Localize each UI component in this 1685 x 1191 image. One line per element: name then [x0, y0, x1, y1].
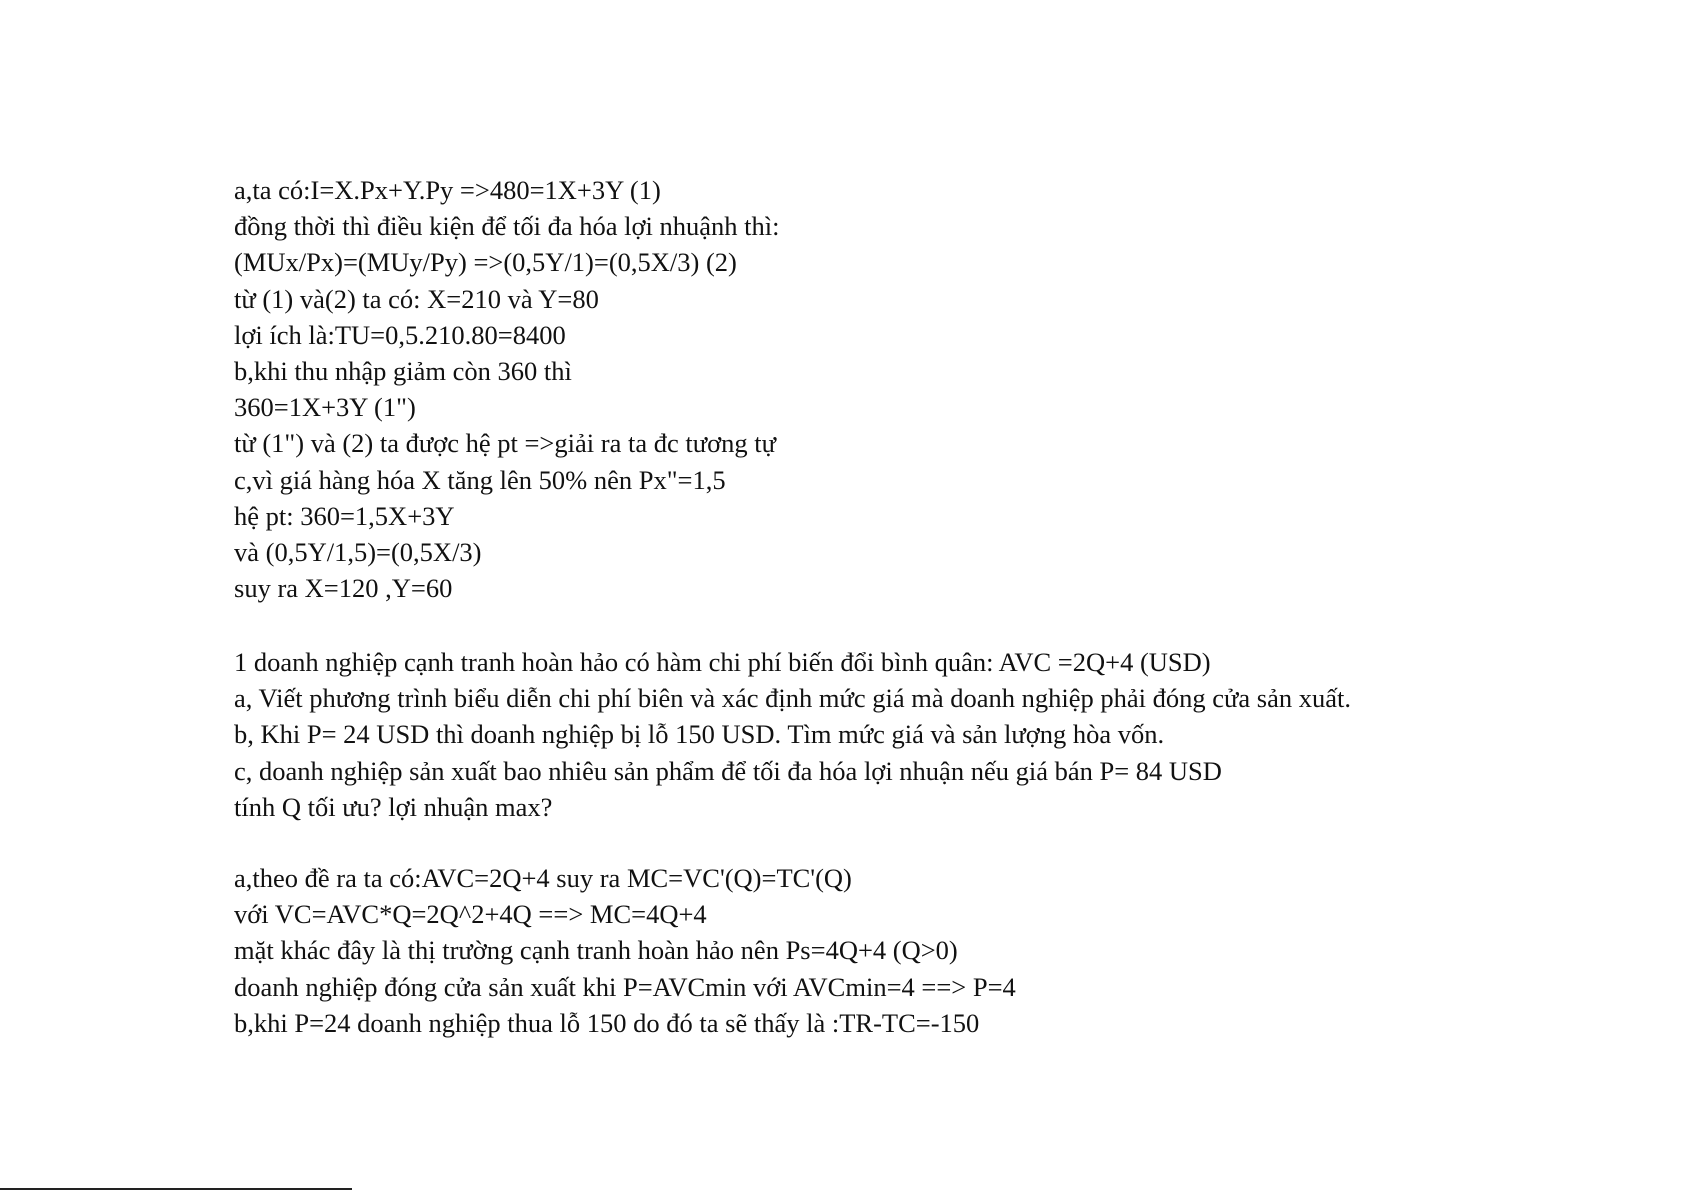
text-line: suy ra X=120 ,Y=60 — [234, 573, 453, 604]
text-line: b,khi thu nhập giảm còn 360 thì — [234, 355, 572, 386]
text-line: a,theo đề ra ta có:AVC=2Q+4 suy ra MC=VC'(Q)=TC'(Q) — [234, 863, 852, 893]
text-line: tính Q tối ưu? lợi nhuận max? — [234, 791, 553, 822]
text-line: b, Khi P= 24 USD thì doanh nghiệp bị lỗ 150 USD. Tìm mức giá và sản lượng hòa vốn. — [234, 719, 1165, 750]
text-line: 1 doanh nghiệp cạnh tranh hoàn hảo có hàm chi phí biến đổi bình quân: AVC =2Q+4 (USD) — [234, 647, 1211, 677]
text-line: c, doanh nghiệp sản xuất bao nhiêu sản phẩm để tối đa hóa lợi nhuận nếu giá bán P= 84 USD — [234, 755, 1222, 786]
text-line: từ (1") và (2) ta được hệ pt =>giải ra ta đc tương tự — [234, 428, 776, 459]
text-line: hệ pt: 360=1,5X+3Y — [234, 500, 455, 531]
text-line: 360=1X+3Y (1") — [234, 392, 416, 423]
text-line: từ (1) và(2) ta có: X=210 và Y=80 — [234, 283, 599, 314]
text-line: doanh nghiệp đóng cửa sản xuất khi P=AVCmin với AVCmin=4 ==> P=4 — [234, 971, 1016, 1002]
text-line: mặt khác đây là thị trường cạnh tranh hoàn hảo nên Ps=4Q+4 (Q>0) — [234, 935, 958, 966]
answer-section-consumer-choice — [234, 172, 779, 606]
footnote-separator-line — [0, 1188, 352, 1190]
text-line: lợi ích là:TU=0,5.210.80=8400 — [234, 319, 566, 350]
text-line: a, Viết phương trình biểu diễn chi phí biên và xác định mức giá mà doanh nghiệp phải đóng cửa sản xuất. — [234, 683, 1351, 714]
text-line: c,vì giá hàng hóa X tăng lên 50% nên Px"=1,5 — [234, 464, 726, 495]
text-line: a,ta có:I=X.Px+Y.Py =>480=1X+3Y (1) — [234, 175, 661, 205]
text-line: với VC=AVC*Q=2Q^2+4Q ==> MC=4Q+4 — [234, 899, 707, 930]
solution-section — [234, 860, 1016, 1041]
text-line: và (0,5Y/1,5)=(0,5X/3) — [234, 536, 482, 567]
problem-statement — [234, 644, 1351, 825]
text-line: đồng thời thì điều kiện để tối đa hóa lợi nhuậnh thì: — [234, 211, 780, 242]
text-line: (MUx/Px)=(MUy/Py) =>(0,5Y/1)=(0,5X/3) (2) — [234, 247, 737, 278]
text-line: b,khi P=24 doanh nghiệp thua lỗ 150 do đó ta sẽ thấy là :TR-TC=-150 — [234, 1007, 980, 1038]
